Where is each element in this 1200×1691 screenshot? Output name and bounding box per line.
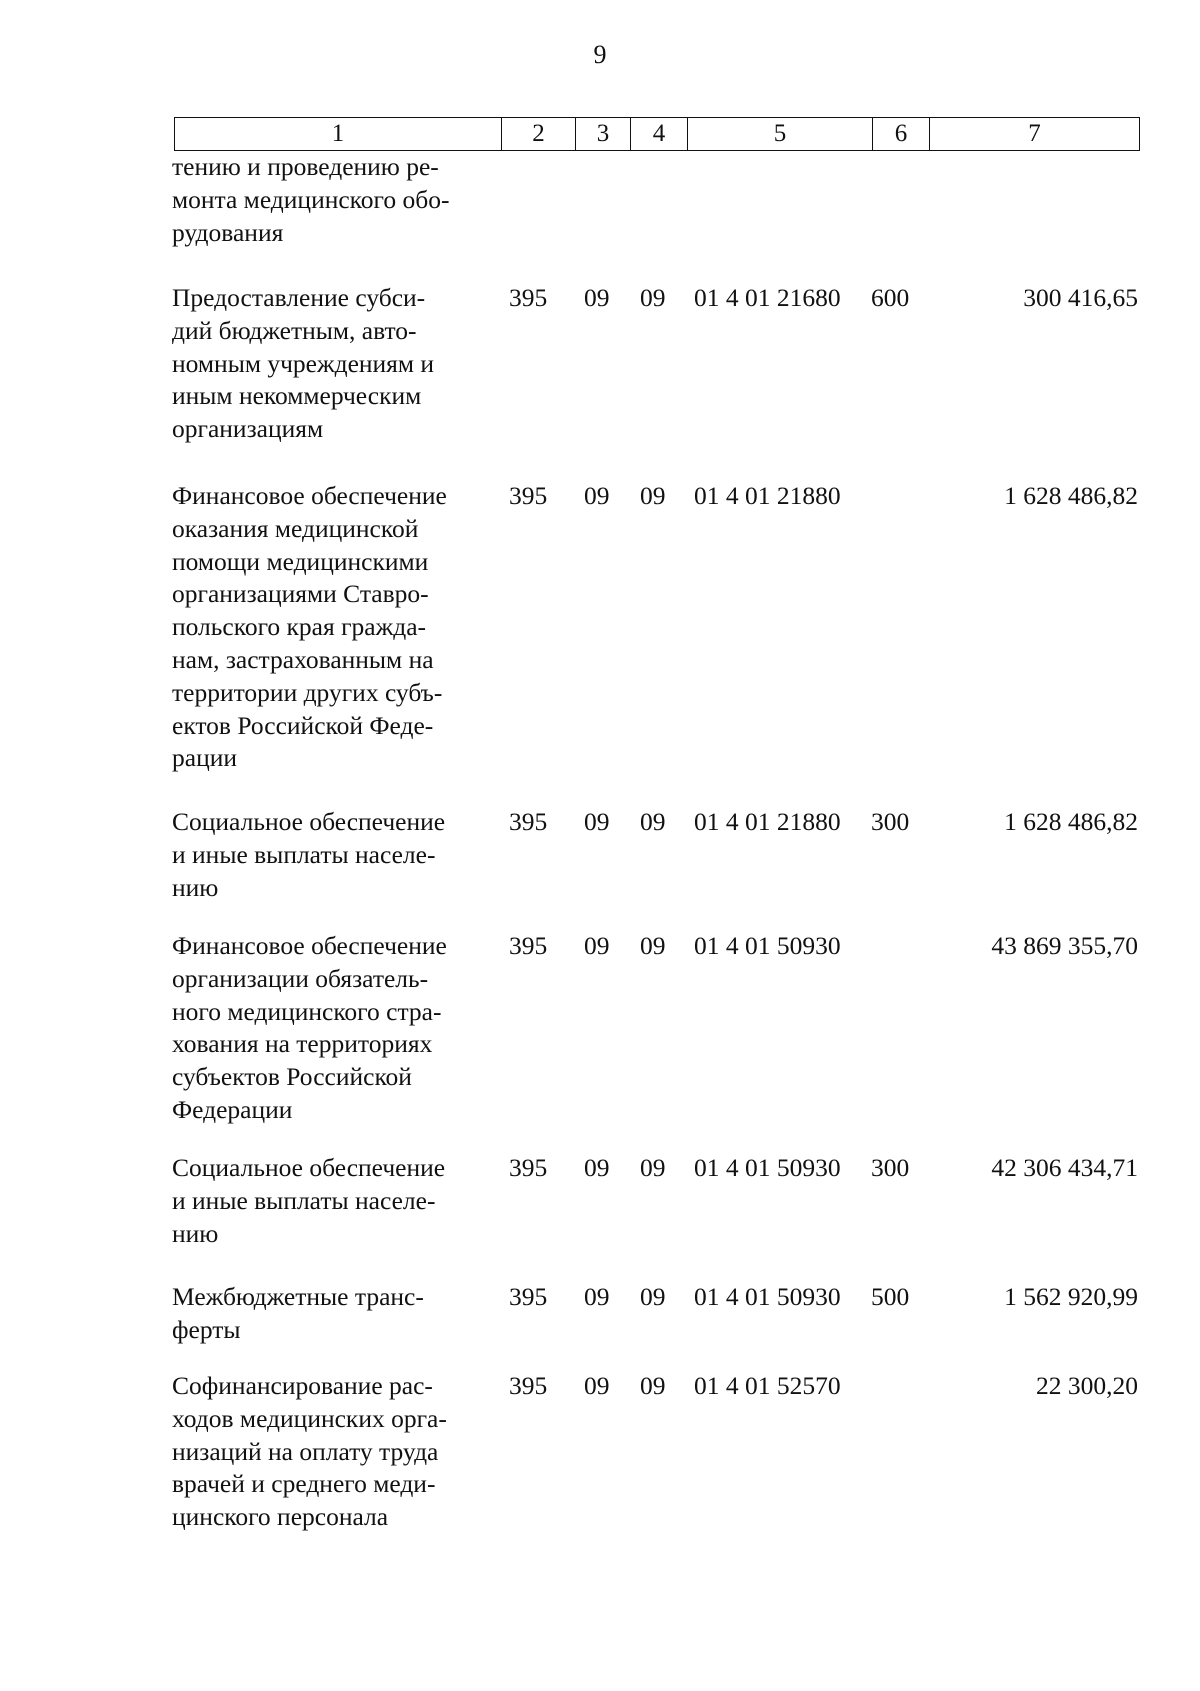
description-line: Финансовое обеспечение xyxy=(172,931,447,960)
header-col-2: 2 xyxy=(502,118,576,150)
row-expense-type: 600 xyxy=(871,283,910,312)
row-admin-code: 395 xyxy=(509,1371,548,1400)
description-line: помощи медицинскими xyxy=(172,546,429,576)
description-line: ходов медицинских орга- xyxy=(172,1403,447,1433)
row-expense-type: 500 xyxy=(871,1282,910,1311)
description-line: монта медицинского обо- xyxy=(172,184,450,214)
description-line: Социальное обеспечение xyxy=(172,807,446,836)
description-line: Межбюджетные транс- xyxy=(172,1282,424,1311)
row-section: 09 xyxy=(584,1282,610,1311)
description-line: низаций на оплату труда xyxy=(172,1436,439,1466)
description-line: Предоставление субси- xyxy=(172,283,426,312)
description-line: дий бюджетным, авто- xyxy=(172,315,417,345)
description-line: Софинансирование рас- xyxy=(172,1371,433,1400)
description-line: субъектов Российской xyxy=(172,1062,412,1092)
row-admin-code: 395 xyxy=(509,283,548,312)
description-line: хования на территориях xyxy=(172,1029,433,1059)
description-line: нию xyxy=(172,1218,219,1248)
row-description xyxy=(172,282,492,446)
header-col-6: 6 xyxy=(873,118,930,150)
description-line: врачей и среднего меди- xyxy=(172,1469,436,1499)
row-target-article: 01 4 01 50930 xyxy=(694,931,841,960)
row-description xyxy=(172,930,492,1127)
description-line: территории других субъ- xyxy=(172,677,443,707)
row-admin-code: 395 xyxy=(509,807,548,836)
description-line: номным учреждениям и xyxy=(172,348,435,378)
header-col-7: 7 xyxy=(1028,120,1041,147)
row-description xyxy=(172,1281,492,1347)
row-target-article: 01 4 01 21880 xyxy=(694,481,841,510)
row-amount: 22 300,20 xyxy=(1036,1371,1138,1400)
description-line: Социальное обеспечение xyxy=(172,1153,446,1182)
description-line: цинского персонала xyxy=(172,1502,389,1532)
description-line: рации xyxy=(172,743,238,773)
header-col-5: 5 xyxy=(688,118,873,150)
row-subsection: 09 xyxy=(640,807,666,836)
description-line: и иные выплаты населе- xyxy=(172,1185,436,1215)
description-line: оказания медицинской xyxy=(172,513,419,543)
description-line: организации обязатель- xyxy=(172,963,429,993)
row-expense-type: 300 xyxy=(871,1153,910,1182)
description-line: организациями Ставро- xyxy=(172,579,429,609)
row-section: 09 xyxy=(584,931,610,960)
header-col-1: 1 xyxy=(175,118,502,150)
row-section: 09 xyxy=(584,481,610,510)
table-header xyxy=(174,117,1140,151)
description-line: и иные выплаты населе- xyxy=(172,839,436,869)
description-line: нам, застрахованным на xyxy=(172,644,434,674)
row-amount: 1 562 920,99 xyxy=(1004,1282,1138,1311)
row-description xyxy=(172,480,492,775)
row-description xyxy=(172,1152,492,1250)
row-section: 09 xyxy=(584,1153,610,1182)
row-description xyxy=(172,151,492,249)
row-subsection: 09 xyxy=(640,283,666,312)
row-amount: 1 628 486,82 xyxy=(1004,481,1138,510)
description-line: ферты xyxy=(172,1314,241,1344)
description-line: Финансовое обеспечение xyxy=(172,481,447,510)
description-line: Федерации xyxy=(172,1094,293,1124)
description-line: нию xyxy=(172,872,219,902)
row-amount: 1 628 486,82 xyxy=(1004,807,1138,836)
row-amount: 43 869 355,70 xyxy=(991,931,1138,960)
description-line: ектов Российской Феде- xyxy=(172,710,434,740)
row-subsection: 09 xyxy=(640,931,666,960)
row-description xyxy=(172,806,492,904)
description-line: ного медицинского стра- xyxy=(172,996,442,1026)
row-target-article: 01 4 01 52570 xyxy=(694,1371,841,1400)
row-expense-type: 300 xyxy=(871,807,910,836)
row-target-article: 01 4 01 50930 xyxy=(694,1153,841,1182)
description-line: организациям xyxy=(172,414,324,444)
row-amount: 300 416,65 xyxy=(1023,283,1138,312)
row-section: 09 xyxy=(584,1371,610,1400)
row-description xyxy=(172,1370,492,1534)
description-line: польского края гражда- xyxy=(172,612,427,642)
row-admin-code: 395 xyxy=(509,481,548,510)
description-line: тению и проведению ре- xyxy=(172,152,439,181)
row-subsection: 09 xyxy=(640,1153,666,1182)
description-line: иным некоммерческим xyxy=(172,381,422,411)
row-admin-code: 395 xyxy=(509,931,548,960)
row-admin-code: 395 xyxy=(509,1282,548,1311)
row-section: 09 xyxy=(584,807,610,836)
row-subsection: 09 xyxy=(640,1282,666,1311)
row-target-article: 01 4 01 21880 xyxy=(694,807,841,836)
row-admin-code: 395 xyxy=(509,1153,548,1182)
row-subsection: 09 xyxy=(640,1371,666,1400)
row-amount: 42 306 434,71 xyxy=(991,1153,1138,1182)
header-col-4: 4 xyxy=(631,118,688,150)
page-number: 9 xyxy=(593,40,607,69)
description-line: рудования xyxy=(172,217,284,247)
row-subsection: 09 xyxy=(640,481,666,510)
header-col-3: 3 xyxy=(576,118,631,150)
row-target-article: 01 4 01 21680 xyxy=(694,283,841,312)
row-target-article: 01 4 01 50930 xyxy=(694,1282,841,1311)
row-section: 09 xyxy=(584,283,610,312)
